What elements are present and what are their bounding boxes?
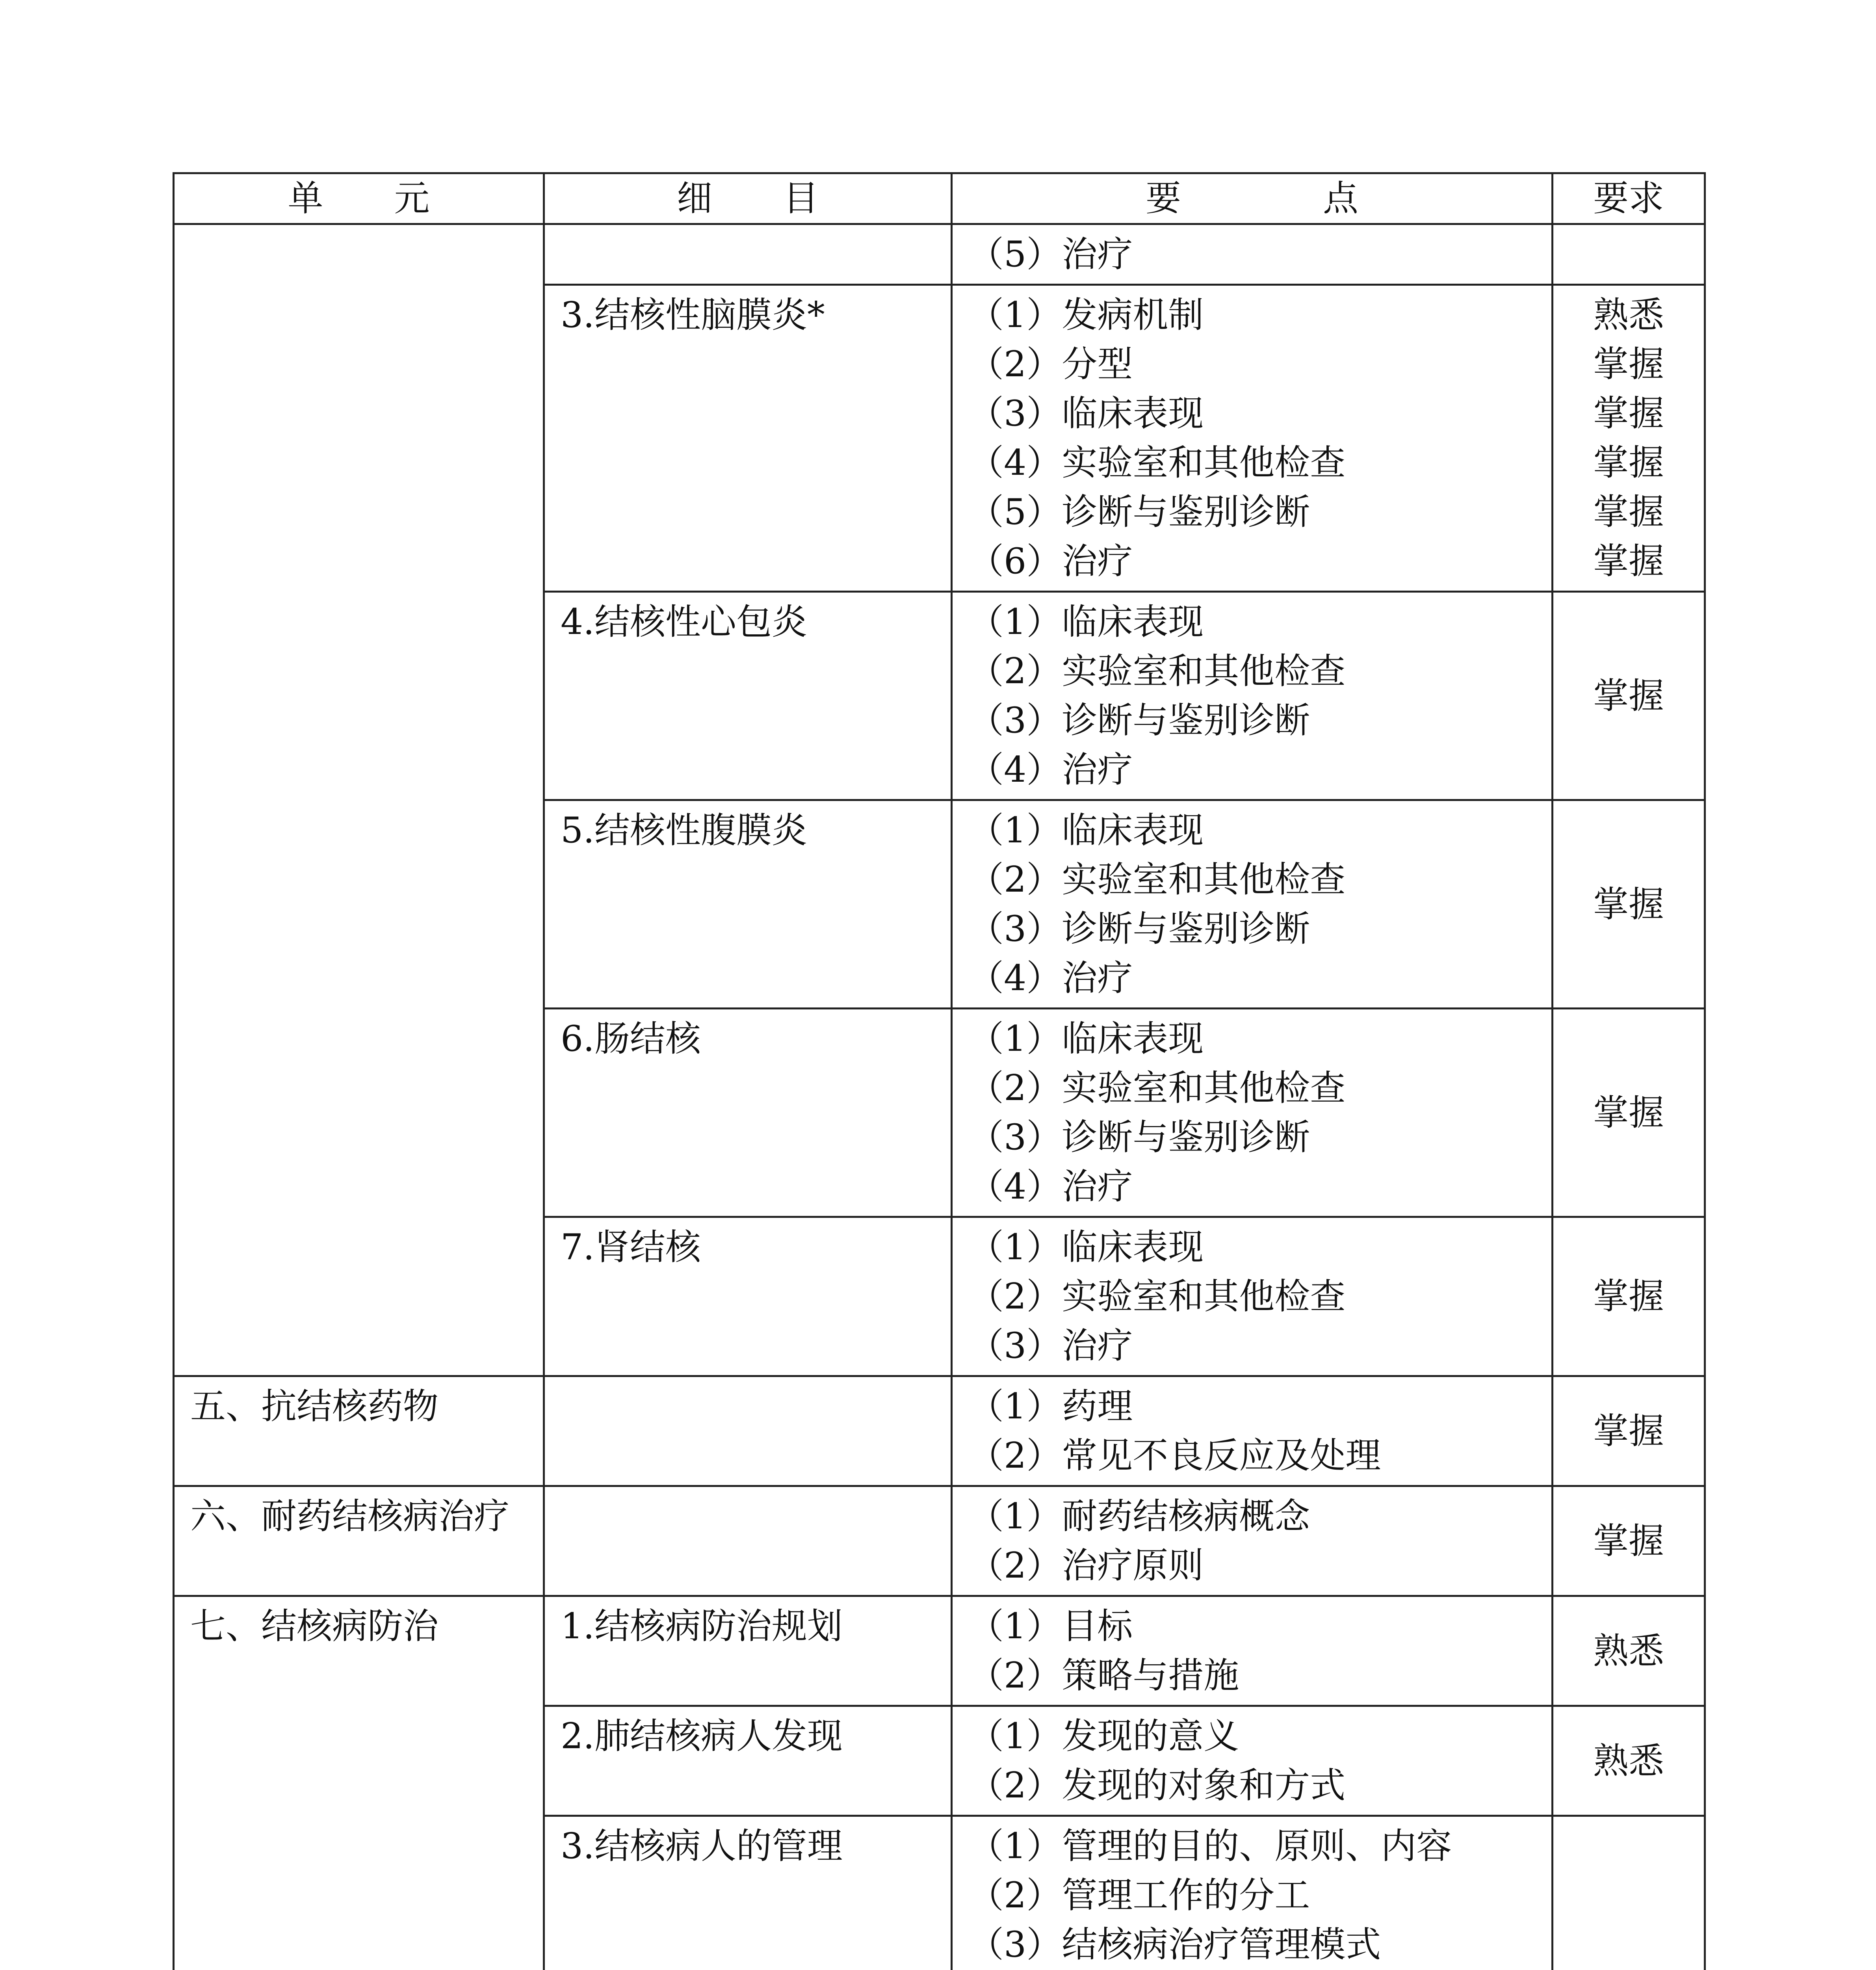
point-item: （4）治疗: [968, 957, 1133, 999]
unit-cell: 六、耐药结核病治疗: [174, 1486, 544, 1596]
detail-cell: 4.结核性心包炎: [544, 592, 952, 800]
detail-cell: 3.结核病人的管理: [544, 1816, 952, 1970]
requirement-cell: [1553, 224, 1705, 285]
point-item: （3）诊断与鉴别诊断: [968, 908, 1310, 950]
point-item: （2）常见不良反应及处理: [968, 1435, 1381, 1476]
points-cell: [952, 1009, 1553, 1217]
point-item: （2）策略与措施: [968, 1655, 1239, 1696]
requirement-cell: 掌握: [1553, 800, 1705, 1009]
point-item: （2）实验室和其他检查: [968, 859, 1346, 900]
detail-cell: 6.肠结核: [544, 1009, 952, 1217]
points-cell: [952, 285, 1553, 592]
point-item: （2）分型: [968, 344, 1133, 385]
points-cell: [952, 1486, 1553, 1596]
point-item: （1）目标: [968, 1606, 1133, 1647]
point-item: （1）耐药结核病概念: [968, 1496, 1310, 1537]
point-item: （1）管理的目的、原则、内容: [968, 1825, 1452, 1867]
table-row: [174, 1486, 1705, 1596]
point-item: （3）治疗: [968, 1325, 1133, 1366]
point-item: （5）诊断与鉴别诊断: [968, 491, 1310, 533]
detail-cell: 3.结核性脑膜炎*: [544, 285, 952, 592]
requirement-cell: 掌握: [1553, 1217, 1705, 1376]
points-cell: [952, 1596, 1553, 1706]
point-item: （2）治疗原则: [968, 1545, 1204, 1586]
points-cell: [952, 800, 1553, 1009]
point-item: （2）实验室和其他检查: [968, 1276, 1346, 1317]
detail-cell: 1.结核病防治规划: [544, 1596, 952, 1706]
requirement-cell: 熟悉: [1553, 1706, 1705, 1816]
requirement-cell: 掌握: [1553, 1486, 1705, 1596]
point-item: （4）治疗: [968, 1166, 1133, 1207]
detail-cell: [544, 224, 952, 285]
point-item: （1）临床表现: [968, 1018, 1204, 1059]
point-item: （4）实验室和其他检查: [968, 442, 1346, 483]
table-row: [174, 1376, 1705, 1486]
header-requirement: 要求: [1553, 173, 1705, 224]
points-cell: [952, 1706, 1553, 1816]
point-item: （2）实验室和其他检查: [968, 650, 1346, 692]
table-row: [174, 224, 1705, 285]
point-item: （3）临床表现: [968, 393, 1204, 434]
detail-cell: 5.结核性腹膜炎: [544, 800, 952, 1009]
point-item: （2）管理工作的分工: [968, 1875, 1310, 1916]
header-detail: 细 目: [544, 173, 952, 224]
point-item: （4）治疗: [968, 749, 1133, 790]
table-header-row: [174, 173, 1705, 224]
requirement-cell: [1553, 1816, 1705, 1970]
unit-cell: 七、结核病防治: [174, 1596, 544, 1970]
detail-cell: [544, 1486, 952, 1596]
requirement-cell: 掌握: [1553, 1376, 1705, 1486]
requirement-cell: 熟悉: [1553, 1596, 1705, 1706]
points-cell: [952, 1376, 1553, 1486]
points-cell: [952, 1816, 1553, 1970]
header-unit: 单 元: [174, 173, 544, 224]
points-cell: [952, 1217, 1553, 1376]
unit-cell-continued: [174, 224, 544, 1376]
table-row: [174, 1596, 1705, 1706]
point-item: （3）诊断与鉴别诊断: [968, 1117, 1310, 1158]
points-cell: [952, 224, 1553, 285]
point-item: （5）治疗: [968, 234, 1133, 275]
point-item: （3）结核病治疗管理模式: [968, 1924, 1381, 1965]
point-item: （3）诊断与鉴别诊断: [968, 700, 1310, 741]
requirement-cell: 熟悉 掌握 掌握 掌握 掌握 掌握: [1553, 285, 1705, 592]
requirement-cell: 掌握: [1553, 592, 1705, 800]
point-item: （1）临床表现: [968, 601, 1204, 643]
point-item: （2）实验室和其他检查: [968, 1067, 1346, 1109]
detail-cell: [544, 1376, 952, 1486]
point-item: （1）发病机制: [968, 294, 1204, 336]
point-item: （6）治疗: [968, 541, 1133, 582]
detail-cell: 2.肺结核病人发现: [544, 1706, 952, 1816]
points-cell: [952, 592, 1553, 800]
syllabus-table: [173, 172, 1706, 1970]
point-item: （1）临床表现: [968, 1227, 1204, 1268]
requirement-cell: 掌握: [1553, 1009, 1705, 1217]
point-item: （2）发现的对象和方式: [968, 1765, 1346, 1806]
point-item: （1）发现的意义: [968, 1715, 1239, 1757]
point-item: （1）药理: [968, 1386, 1133, 1427]
unit-cell: 五、抗结核药物: [174, 1376, 544, 1486]
detail-cell: 7.肾结核: [544, 1217, 952, 1376]
header-points: 要 点: [952, 173, 1553, 224]
point-item: （1）临床表现: [968, 810, 1204, 851]
